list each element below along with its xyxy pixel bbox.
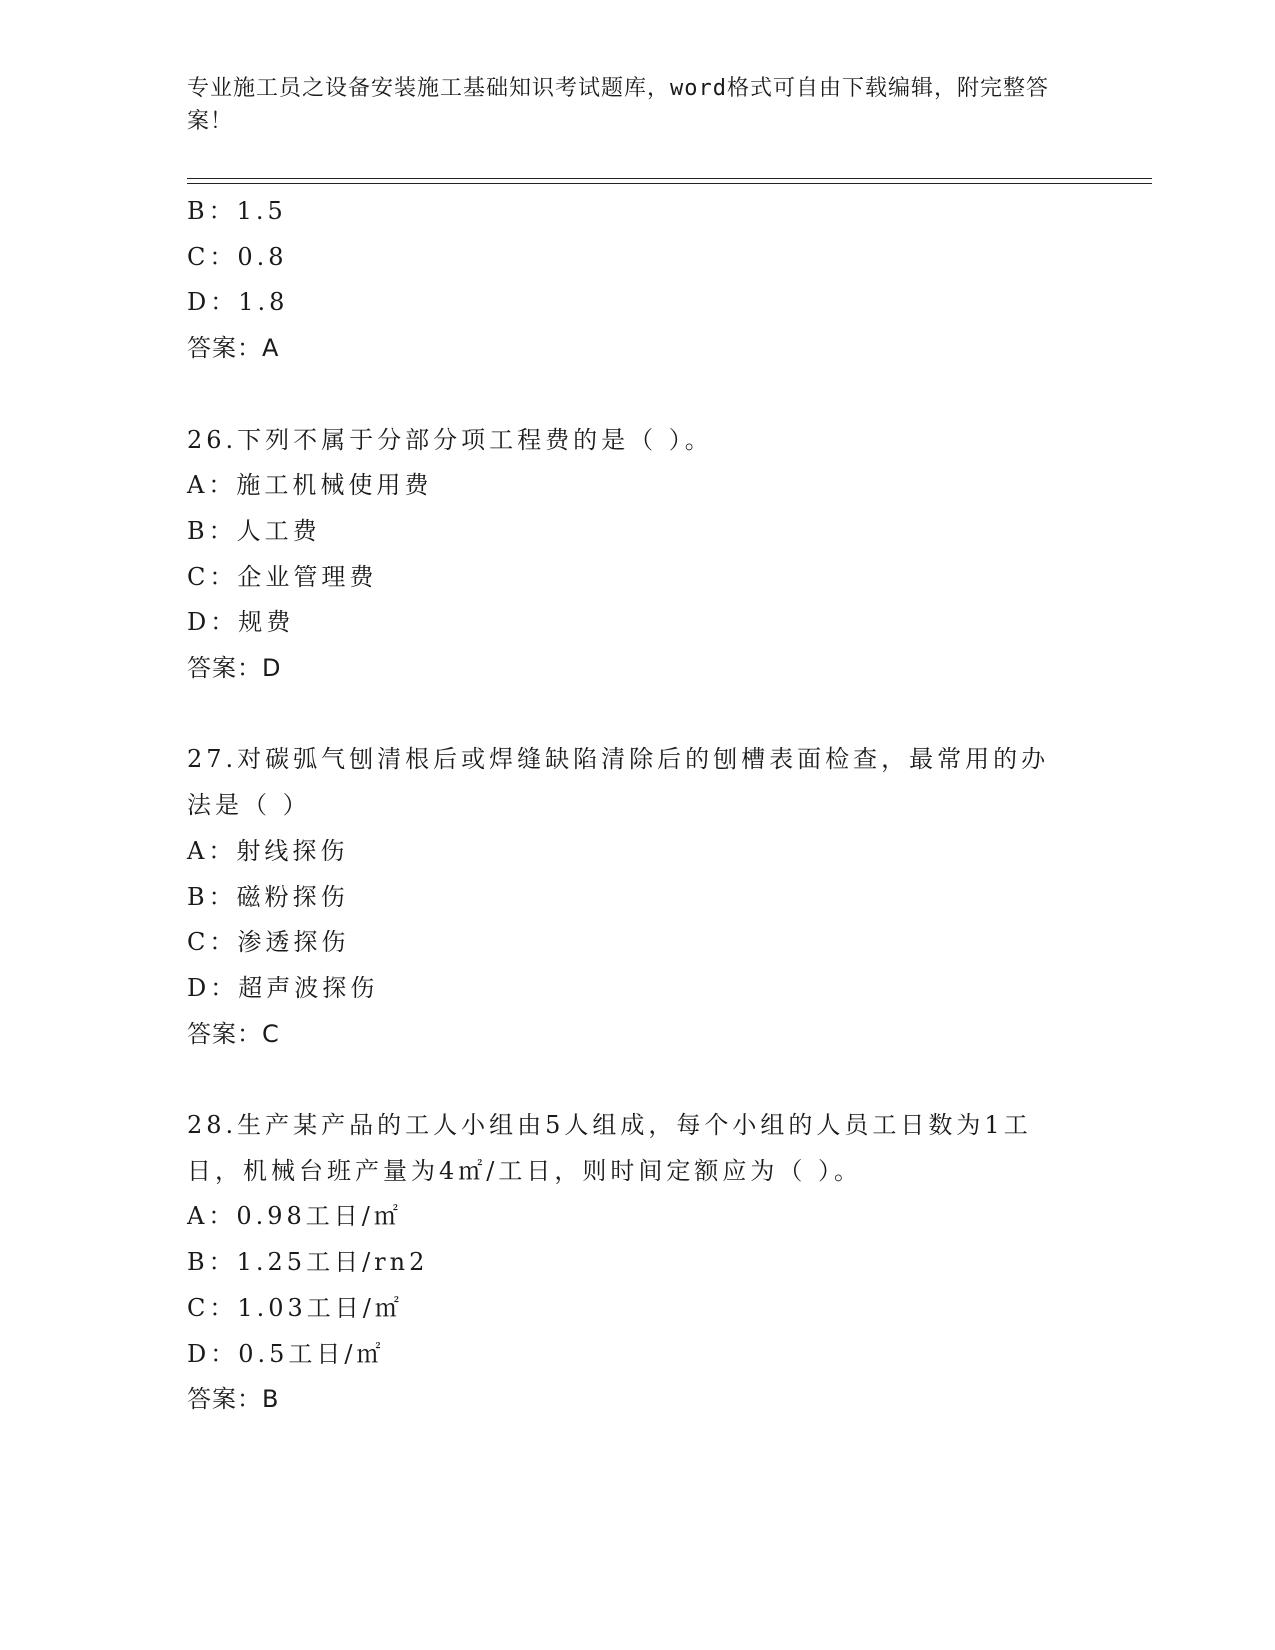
question-stem: 27.对碳弧气刨清根后或焊缝缺陷清除后的刨槽表面检查，最常用的办法是（ ） [187, 745, 1050, 820]
option-a: A：射线探伤 [187, 836, 349, 865]
option-b: B：人工费 [187, 516, 321, 545]
option-b: B：1.5 [187, 197, 287, 225]
spacer [187, 692, 1087, 738]
option-a: A：0.98工日/㎡ [187, 1202, 402, 1231]
option-d: D：0.5工日/㎡ [187, 1339, 385, 1368]
option-c: C：1.03工日/㎡ [187, 1293, 403, 1322]
spacer [187, 372, 1087, 418]
option-c: C：渗透探伤 [187, 928, 350, 957]
question-25-tail [187, 189, 1087, 372]
question-28 [187, 1103, 1087, 1423]
option-a: A：施工机械使用费 [187, 471, 433, 500]
question-26 [187, 418, 1087, 692]
option-d: D：超声波探伤 [187, 973, 379, 1002]
answer-line: 答案：D [187, 654, 282, 683]
answer-line: 答案：C [187, 1019, 280, 1048]
spacer [187, 1057, 1087, 1103]
header-divider [187, 178, 1152, 184]
option-c: C：0.8 [187, 242, 288, 271]
option-d: D：规费 [187, 608, 295, 637]
answer-line: 答案：A [187, 334, 280, 363]
question-27 [187, 737, 1087, 1057]
document-title: 专业施工员之设备安装施工基础知识考试题库，word格式可自由下载编辑，附完整答案！ [187, 76, 1049, 134]
question-stem: 26.下列不属于分部分项工程费的是（ ）。 [187, 425, 713, 454]
document-header [187, 72, 1067, 138]
option-d: D：1.8 [187, 288, 289, 317]
question-stem: 28.生产某产品的工人小组由5人组成，每个小组的人员工日数为1工日，机械台班产量为4㎡/工日，则时间定额应为（ ）。 [187, 1111, 1032, 1185]
option-b: B：磁粉探伤 [187, 882, 349, 911]
option-b: B：1.25工日/rn2 [187, 1248, 429, 1277]
question-list [187, 189, 1087, 1423]
answer-line: 答案：B [187, 1385, 280, 1414]
option-c: C：企业管理费 [187, 562, 378, 591]
